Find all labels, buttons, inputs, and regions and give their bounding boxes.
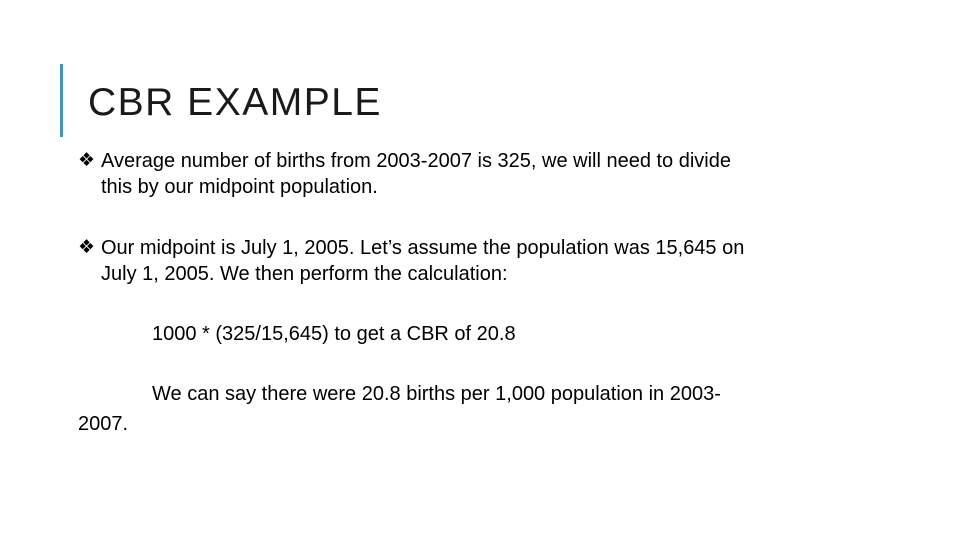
conclusion-line: 2007.	[78, 413, 129, 435]
conclusion-line: We can say there were 20.8 births per 1,000 population in 2003-	[152, 383, 721, 405]
bullet-text-line: July 1, 2005. We then perform the calculation:	[101, 263, 508, 285]
bullet-text-line: Our midpoint is July 1, 2005. Let’s assume the population was 15,645 on	[101, 237, 745, 259]
bullet-text-line: Average number of births from 2003-2007 is 325, we will need to divide	[101, 150, 731, 172]
bullet-item-midpoint	[78, 235, 744, 287]
title-accent-bar	[60, 64, 63, 137]
diamond-bullet-icon: ❖	[78, 237, 96, 258]
conclusion-text	[78, 379, 721, 439]
calculation-text: 1000 * (325/15,645) to get a CBR of 20.8	[152, 323, 516, 345]
bullet-text-line: this by our midpoint population.	[101, 176, 378, 198]
bullet-item-births	[78, 148, 731, 200]
diamond-bullet-icon: ❖	[78, 150, 96, 171]
slide-title: CBR EXAMPLE	[88, 81, 382, 124]
